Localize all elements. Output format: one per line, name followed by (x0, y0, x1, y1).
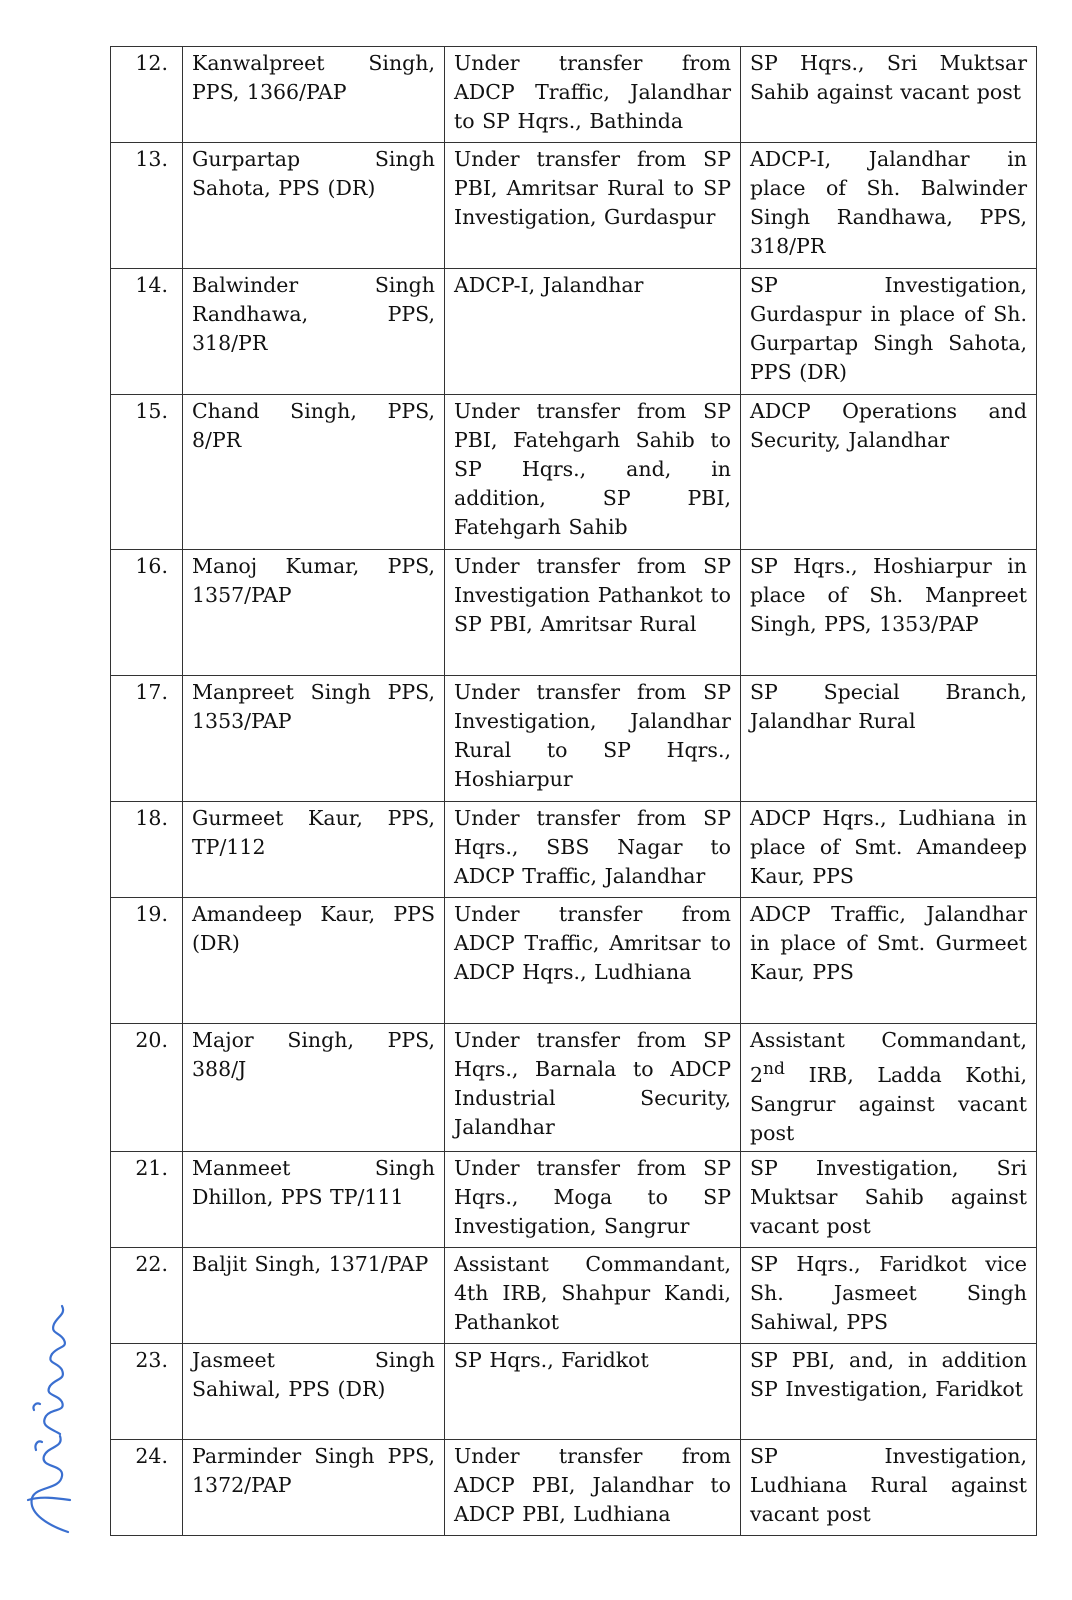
ordinal-suffix: nd (763, 1059, 785, 1079)
new-posting: ADCP Traffic, Jalandhar in place of Smt. Gurmeet Kaur, PPS (741, 898, 1037, 1024)
new-posting: SP Investigation, Ludhiana Rural against vacant post (741, 1439, 1037, 1535)
new-posting-text: IRB, Ladda Kothi, Sangrur against vacant post (750, 1062, 1027, 1145)
present-posting: Under transfer from SP Investigation Pathankot to SP PBI, Amritsar Rural (445, 550, 741, 676)
present-posting: SP Hqrs., Faridkot (445, 1343, 741, 1439)
present-posting: Under transfer from ADCP Traffic, Amritsar to ADCP Hqrs., Ludhiana (445, 898, 741, 1024)
officer-name: Chand Singh, PPS, 8/PR (183, 395, 445, 550)
table-row (111, 1024, 1037, 1152)
serial-number: 20. (111, 1024, 183, 1152)
serial-number: 16. (111, 550, 183, 676)
officer-name: Manmeet Singh Dhillon, PPS TP/111 (183, 1151, 445, 1247)
officer-name: Gurmeet Kaur, PPS, TP/112 (183, 802, 445, 898)
table-row (111, 676, 1037, 802)
transfer-table (110, 46, 1037, 1536)
present-posting: Under transfer from SP PBI, Amritsar Rural to SP Investigation, Gurdaspur (445, 143, 741, 269)
table-row (111, 47, 1037, 143)
officer-name: Manoj Kumar, PPS, 1357/PAP (183, 550, 445, 676)
new-posting: SP Investigation, Sri Muktsar Sahib against vacant post (741, 1151, 1037, 1247)
serial-number: 17. (111, 676, 183, 802)
serial-number: 13. (111, 143, 183, 269)
new-posting: SP Special Branch, Jalandhar Rural (741, 676, 1037, 802)
officer-name: Baljit Singh, 1371/PAP (183, 1247, 445, 1343)
table-row (111, 550, 1037, 676)
new-posting: ADCP Operations and Security, Jalandhar (741, 395, 1037, 550)
new-posting: SP Investigation, Gurdaspur in place of Sh. Gurpartap Singh Sahota, PPS (DR) (741, 269, 1037, 395)
officer-name: Gurpartap Singh Sahota, PPS (DR) (183, 143, 445, 269)
table-row (111, 898, 1037, 1024)
present-posting: Under transfer from SP Investigation, Jalandhar Rural to SP Hqrs., Hoshiarpur (445, 676, 741, 802)
serial-number: 12. (111, 47, 183, 143)
new-posting: SP Hqrs., Hoshiarpur in place of Sh. Manpreet Singh, PPS, 1353/PAP (741, 550, 1037, 676)
new-posting-text: Assistant Commandant, 2 (750, 1028, 1027, 1087)
new-posting: SP Hqrs., Faridkot vice Sh. Jasmeet Singh Sahiwal, PPS (741, 1247, 1037, 1343)
present-posting: Under transfer from SP Hqrs., Barnala to ADCP Industrial Security, Jalandhar (445, 1024, 741, 1152)
present-posting: Under transfer from ADCP Traffic, Jalandhar to SP Hqrs., Bathinda (445, 47, 741, 143)
serial-number: 19. (111, 898, 183, 1024)
present-posting: Under transfer from SP Hqrs., Moga to SP Investigation, Sangrur (445, 1151, 741, 1247)
new-posting: ADCP Hqrs., Ludhiana in place of Smt. Amandeep Kaur, PPS (741, 802, 1037, 898)
table-row (111, 269, 1037, 395)
table-row (111, 143, 1037, 269)
serial-number: 18. (111, 802, 183, 898)
officer-name: Kanwalpreet Singh, PPS, 1366/PAP (183, 47, 445, 143)
serial-number: 21. (111, 1151, 183, 1247)
new-posting: ADCP-I, Jalandhar in place of Sh. Balwinder Singh Randhawa, PPS, 318/PR (741, 143, 1037, 269)
present-posting: ADCP-I, Jalandhar (445, 269, 741, 395)
serial-number: 14. (111, 269, 183, 395)
table-row (111, 1439, 1037, 1535)
new-posting: SP PBI, and, in addition SP Investigation, Faridkot (741, 1343, 1037, 1439)
officer-name: Jasmeet Singh Sahiwal, PPS (DR) (183, 1343, 445, 1439)
new-posting: SP Hqrs., Sri Muktsar Sahib against vacant post (741, 47, 1037, 143)
handwritten-signature-icon (10, 1300, 80, 1545)
officer-name: Amandeep Kaur, PPS (DR) (183, 898, 445, 1024)
present-posting: Under transfer from SP Hqrs., SBS Nagar to ADCP Traffic, Jalandhar (445, 802, 741, 898)
officer-name: Parminder Singh PPS, 1372/PAP (183, 1439, 445, 1535)
serial-number: 23. (111, 1343, 183, 1439)
table-row (111, 802, 1037, 898)
serial-number: 15. (111, 395, 183, 550)
table-row (111, 395, 1037, 550)
table-row (111, 1247, 1037, 1343)
serial-number: 24. (111, 1439, 183, 1535)
officer-name: Balwinder Singh Randhawa, PPS, 318/PR (183, 269, 445, 395)
serial-number: 22. (111, 1247, 183, 1343)
table-row (111, 1343, 1037, 1439)
present-posting: Under transfer from ADCP PBI, Jalandhar to ADCP PBI, Ludhiana (445, 1439, 741, 1535)
present-posting: Assistant Commandant, 4th IRB, Shahpur Kandi, Pathankot (445, 1247, 741, 1343)
table-row (111, 1151, 1037, 1247)
new-posting (741, 1024, 1037, 1152)
present-posting: Under transfer from SP PBI, Fatehgarh Sahib to SP Hqrs., and, in addition, SP PBI, Fatehgarh Sahib (445, 395, 741, 550)
officer-name: Major Singh, PPS, 388/J (183, 1024, 445, 1152)
officer-name: Manpreet Singh PPS, 1353/PAP (183, 676, 445, 802)
